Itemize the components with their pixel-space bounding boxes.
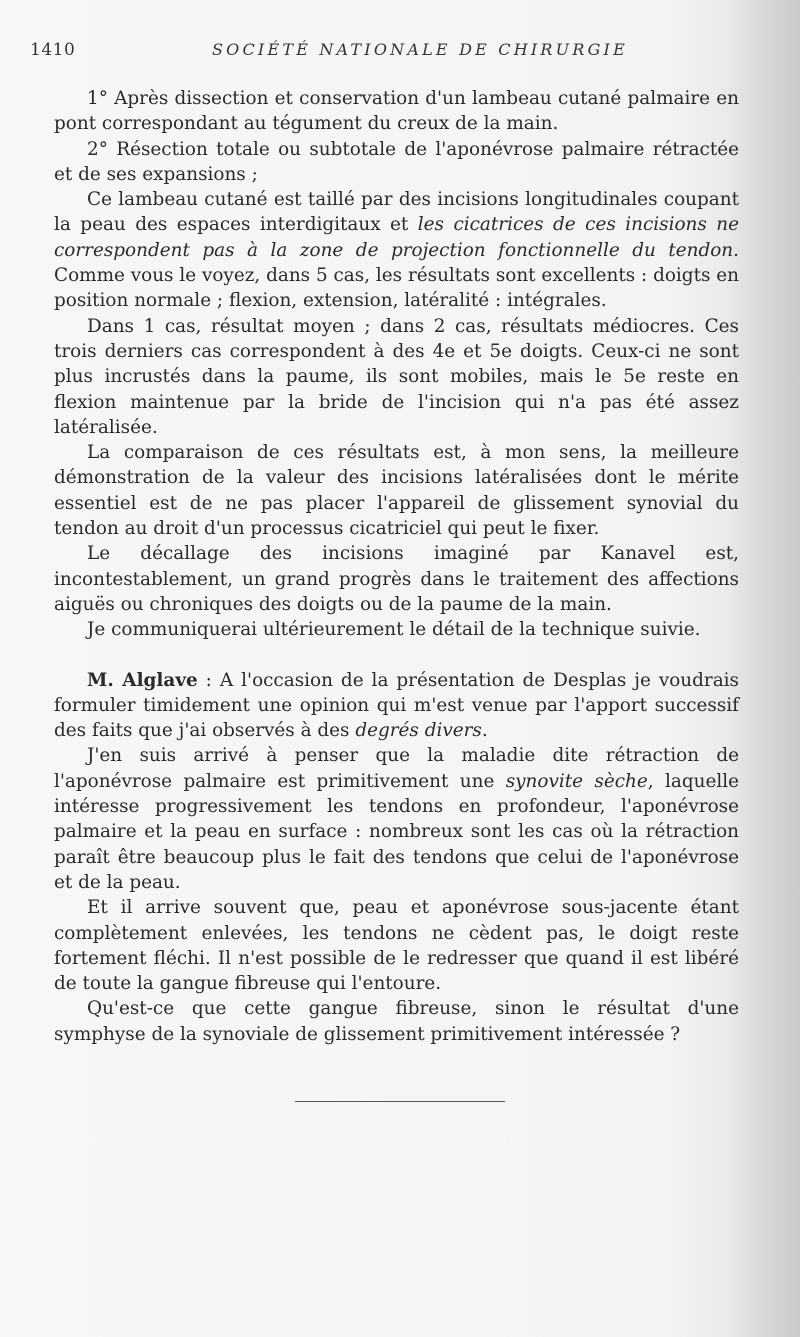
paragraph-comparison: La comparaison de ces résultats est, à mon sens, la meilleure démonstration de la valeur des incisions latéralisées dont le mérite essentiel est de ne pas placer l'appareil de glissement synovial du tendon au droit d'un processus cicatriciel qui peut le fixer.: [54, 442, 739, 540]
italic-phrase: degrés divers: [355, 720, 482, 742]
paragraph-alglave-intro: [54, 668, 739, 744]
paragraph-text: J'en suis arrivé à penser que la maladie dite rétraction de l'aponévrose palmaire est primitivement une: [54, 745, 739, 792]
paragraph-step-1: 1° Après dissection et conservation d'un lambeau cutané palmaire en pont correspondant au tégument du creux de la main.: [54, 88, 739, 135]
paragraph-technique: Je communiquerai ultérieurement le détail de la technique suivie.: [87, 619, 701, 641]
italic-phrase: synovite sèche: [505, 770, 648, 792]
paragraph-results: Dans 1 cas, résultat moyen ; dans 2 cas, résultats médiocres. Ces trois derniers cas correspondent à des 4e et 5e doigts. Ceux-ci ne sont plus incrustés dans la paume, ils sont mobiles, mais le 5e reste en flexion maintenue par la bride de l'incision qui n'a pas été assez latéralisée.: [54, 315, 739, 438]
paragraph-lambeau: [54, 187, 739, 313]
speaker-name: M. Alglave: [87, 669, 198, 691]
page-number: 1410: [30, 40, 76, 60]
paragraph-text: Ce lambeau cutané est taillé par des incisions longitudinales coupant la peau des espaces interdigitaux et: [54, 189, 739, 236]
running-title: SOCIÉTÉ NATIONALE DE CHIRURGIE: [212, 40, 628, 59]
paragraph-question: Qu'est-ce que cette gangue fibreuse, sinon le résultat d'une symphyse de la synoviale de glissement primitivement intéressée ?: [54, 998, 739, 1045]
paragraph-text: .: [481, 720, 488, 742]
paragraph-synovite: [54, 743, 739, 895]
page-header: [0, 40, 800, 66]
italic-phrase: les cicatrices de ces incisions ne correspondent pas à la zone de projection fonctionnelle du tendon.: [54, 214, 739, 261]
section-divider: [295, 1101, 505, 1102]
paragraph-text: : A l'occasion de la présentation de Desplas je voudrais formuler timidement une opinion qui m'est venue par l'apport successif des faits que j'ai observés à des: [54, 669, 739, 742]
body-text: [54, 86, 739, 1047]
paragraph-text: Comme vous le voyez, dans 5 cas, les résultats sont excellents : doigts en position normale ; flexion, extension, latéralité : intégrales.: [54, 265, 739, 312]
paragraph-step-2: 2° Résection totale ou subtotale de l'aponévrose palmaire rétractée et de ses expansions ;: [54, 138, 739, 185]
paragraph-kanavel: Le décallage des incisions imaginé par Kanavel est, incontestablement, un grand progrès dans le traitement des affections aiguës ou chroniques des doigts ou de la paume de la main.: [54, 543, 739, 615]
paragraph-text: , laquelle intéresse progressivement les tendons en profondeur, l'aponévrose palmaire et la peau en surface : nombreux sont les cas où la rétraction paraît être beaucoup plus le fait des tendons que celui de l'aponévrose et de la peau.: [54, 770, 739, 893]
paragraph-gangue: Et il arrive souvent que, peau et aponévrose sous-jacente étant complètement enlevées, les tendons ne cèdent pas, le doigt reste fortement fléchi. Il n'est possible de le redresser que quand il est libéré de toute la gangue fibreuse qui l'entoure.: [54, 897, 739, 995]
